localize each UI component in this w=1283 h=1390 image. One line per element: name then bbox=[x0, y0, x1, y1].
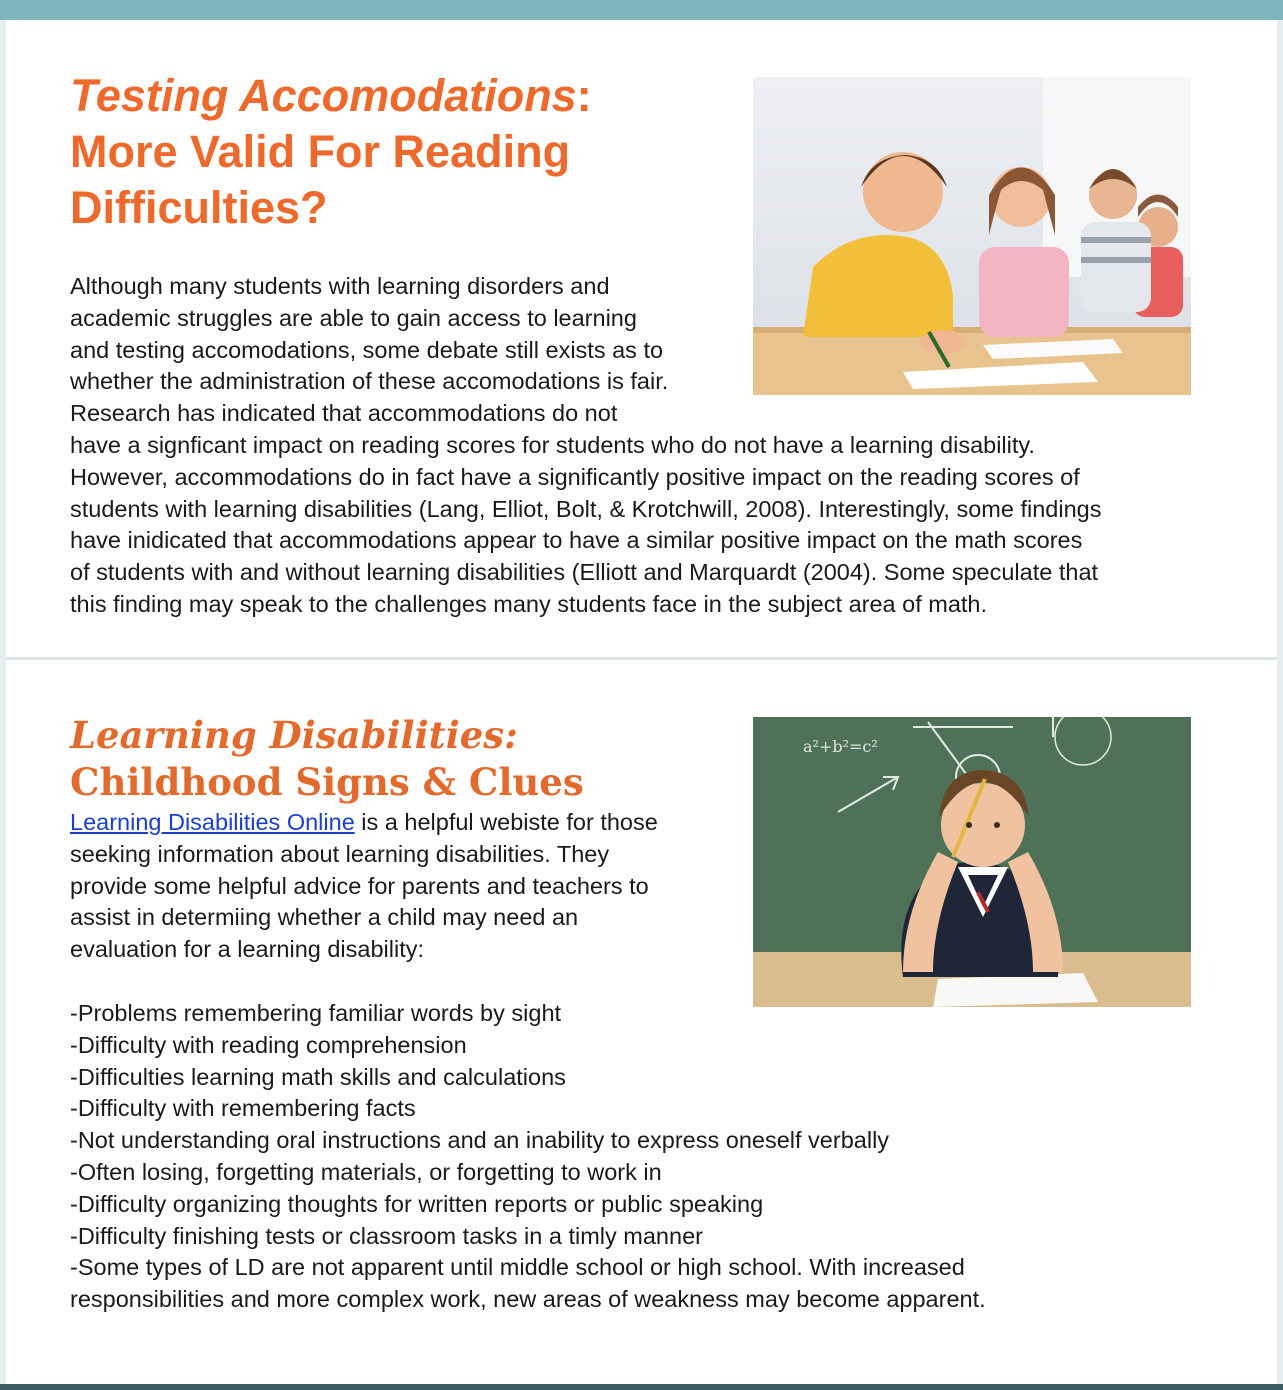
article-1-title-line-3: Difficulties? bbox=[70, 182, 328, 233]
article-1-line: and testing accomodations, some debate still exists as to bbox=[70, 336, 664, 363]
article-2-title-line-1: Learning Disabilities: bbox=[70, 713, 518, 757]
article-2-intro-line-rest: is a helpful webiste for those bbox=[354, 809, 658, 835]
article-1-title bbox=[70, 68, 710, 236]
frustrated-boy-at-chalkboard-photo-icon bbox=[753, 717, 1191, 1007]
article-1-line: have a signficant impact on reading scores for students who do not have a learning disability. bbox=[70, 431, 1035, 458]
article-1-line: However, accommodations do in fact have a significantly positive impact on the reading scores of bbox=[70, 463, 1080, 490]
article-2-intro-line: assist in determiing whether a child may need an bbox=[70, 904, 579, 931]
article-2-intro bbox=[70, 807, 658, 966]
right-frame-border bbox=[1277, 20, 1283, 1384]
bottom-accent-bar bbox=[0, 1384, 1283, 1390]
article-1-line: of students with and without learning disabilities (Elliott and Marquardt (2004). Some speculate that bbox=[70, 559, 1099, 586]
list-item: -Often losing, forgetting materials, or forgetting to work in bbox=[70, 1158, 662, 1185]
article-2-title-line-2: Childhood Signs & Clues bbox=[70, 760, 584, 804]
section-divider bbox=[6, 657, 1277, 660]
article-1-title-italic: Testing Accomodations bbox=[70, 70, 577, 121]
list-item: -Not understanding oral instructions and an inability to express oneself verbally bbox=[70, 1127, 890, 1154]
signs-list bbox=[70, 998, 986, 1316]
article-1-line: have inidicated that accommodations appear to have a similar positive impact on the math scores bbox=[70, 527, 1083, 554]
article-1-line: Although many students with learning disorders and bbox=[70, 273, 610, 299]
learning-disabilities-online-link[interactable]: Learning Disabilities Online bbox=[70, 809, 355, 835]
left-frame-border bbox=[0, 20, 6, 1384]
list-item: -Problems remembering familiar words by sight bbox=[70, 1000, 562, 1026]
top-accent-bar bbox=[0, 0, 1283, 20]
list-item: -Some types of LD are not apparent until middle school or high school. With increased bbox=[70, 1254, 965, 1281]
article-2-intro-line: evaluation for a learning disability: bbox=[70, 936, 425, 963]
article-1-title-line-2: More Valid For Reading bbox=[70, 126, 571, 177]
article-1-body bbox=[70, 271, 1101, 621]
article-1-line: this finding may speak to the challenges many students face in the subject area of math. bbox=[70, 590, 988, 617]
article-2-intro-line: provide some helpful advice for parents and teachers to bbox=[70, 872, 649, 899]
student-chalkboard-photo bbox=[753, 717, 1191, 1007]
list-item: -Difficulty finishing tests or classroom tasks in a timly manner bbox=[70, 1222, 703, 1249]
article-2-intro-line: seeking information about learning disabilities. They bbox=[70, 840, 610, 867]
article-1-line: Research has indicated that accommodations do not bbox=[70, 400, 618, 427]
chalk-equation: a²+b²=c² bbox=[803, 737, 878, 756]
list-item: responsibilities and more complex work, new areas of weakness may become apparent. bbox=[70, 1286, 986, 1313]
article-1-line: academic struggles are able to gain access to learning bbox=[70, 304, 637, 331]
article-1-line: whether the administration of these accomodations is fair. bbox=[70, 368, 669, 395]
article-1-line: students with learning disabilities (Lang, Elliot, Bolt, & Krotchwill, 2008). Interestingly, some findings bbox=[70, 495, 1102, 522]
list-item: -Difficulty with remembering facts bbox=[70, 1095, 416, 1122]
article-2-intro-first-line bbox=[70, 807, 658, 839]
list-item: -Difficulty with reading comprehension bbox=[70, 1031, 467, 1058]
article-2-title bbox=[70, 712, 730, 806]
list-item: -Difficulty organizing thoughts for written reports or public speaking bbox=[70, 1190, 764, 1217]
article-1-title-colon: : bbox=[576, 70, 592, 121]
list-item: -Difficulties learning math skills and calculations bbox=[70, 1063, 566, 1090]
